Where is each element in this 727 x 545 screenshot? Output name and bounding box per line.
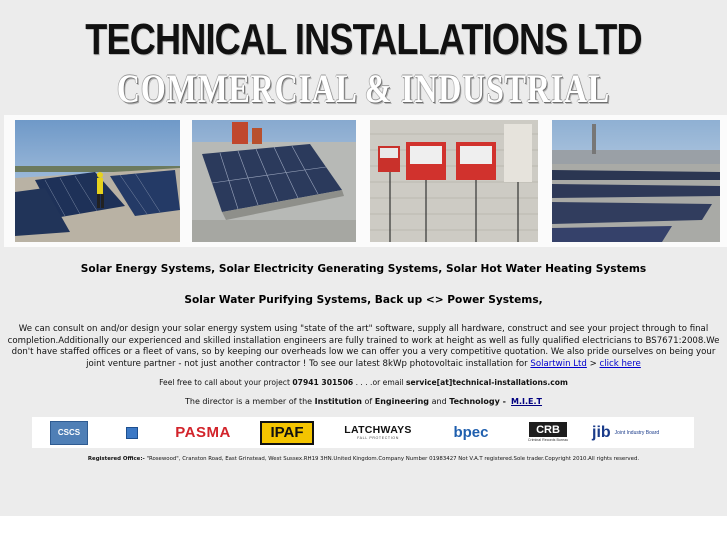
intro-text: We can consult on and/or design your solar energy system using "state of the art" software, supply all hardware, construct and see your project through to final completion.Additionally our experienced and skilled installation engineers are fully trained to work at height as well as fully qualified electricians to BS7671:2008.We don't have staffed offices or a fleet of vans, so by keeping our overheads low we can offer you a very competitive quotation. We also pride ourselves on being your joint venture partner - not just another contractor ! To see our latest 8kWp photovoltaic installation for [7, 324, 720, 369]
director-line [0, 396, 727, 407]
pasma-logo-text: PASMA [175, 424, 231, 441]
contact-line [0, 377, 727, 388]
intro-paragraph [4, 324, 723, 370]
flat-roof-panels-photo [192, 120, 356, 242]
contact-phone: 07941 301506 [292, 378, 354, 387]
photo-strip [4, 115, 727, 247]
latchways-logo [330, 419, 426, 446]
services-line-1: Solar Energy Systems, Solar Electricity Generating Systems, Solar Hot Water Heating Systems [80, 263, 647, 275]
ipaf-logo [260, 419, 314, 446]
crb-logo [520, 419, 576, 446]
director-of: of [364, 397, 373, 406]
inverter-wall-photo [370, 120, 538, 242]
director-and: and [431, 397, 447, 406]
intro-separator: > [586, 358, 600, 369]
crb-logo-text: CRB [529, 422, 567, 437]
site-subtitle: COMMERCIAL & INDUSTRIAL [116, 66, 611, 111]
bpec-logo-text: bpec [453, 424, 489, 441]
latchways-logo-text: LATCHWAYS [344, 424, 412, 436]
cscs-logo [50, 419, 88, 446]
click-here-link[interactable]: click here [599, 358, 641, 369]
contact-prefix: Feel free to call about your project [159, 378, 290, 387]
small-blue-badge-logo [124, 419, 140, 446]
latchways-logo-subtext: FALL PROTECTION [357, 436, 399, 440]
jib-logo [592, 419, 688, 446]
page-bottom-strip [0, 516, 727, 545]
director-prefix: The director is a member of the [184, 397, 313, 406]
contact-middle: . . . .or email [355, 378, 404, 387]
miet-link[interactable]: M.I.E.T [511, 397, 543, 406]
services-line-2: Solar Water Purifying Systems, Back up <> Power Systems, [184, 294, 543, 306]
director-engineering: Engineering [374, 397, 430, 406]
jib-logo-subtext: Joint Industry Board [614, 429, 660, 436]
solartwin-link[interactable]: Solartwin Ltd [530, 358, 587, 369]
panel-array-photo [552, 120, 720, 242]
cscs-logo-text: CSCS [50, 421, 88, 445]
jib-logo-text: jib [592, 423, 611, 441]
crb-logo-subtext: Criminal Records Bureau [527, 438, 569, 442]
pasma-logo [170, 419, 236, 446]
contact-email: service[at]technical-installations.com [406, 378, 568, 387]
director-technology: Technology - [449, 397, 506, 406]
director-institution: Institution [314, 397, 362, 406]
site-title: TECHNICAL INSTALLATIONS LTD [85, 15, 642, 64]
bpec-logo [442, 419, 500, 446]
footer-text: "Rosewood", Cranston Road, East Grinstead, West Sussex.RH19 3HN.United Kingdom.Company Number 01983427 Not V.A.T registered.Sole trader.Copyright 2010.All rights reserved. [146, 456, 640, 462]
accreditation-logo-band [32, 417, 694, 448]
footer-label: Registered Office:- [87, 456, 145, 462]
installer-on-roof-photo [15, 120, 180, 242]
ipaf-logo-text: IPAF [260, 421, 314, 445]
registered-office-footer [0, 455, 727, 464]
